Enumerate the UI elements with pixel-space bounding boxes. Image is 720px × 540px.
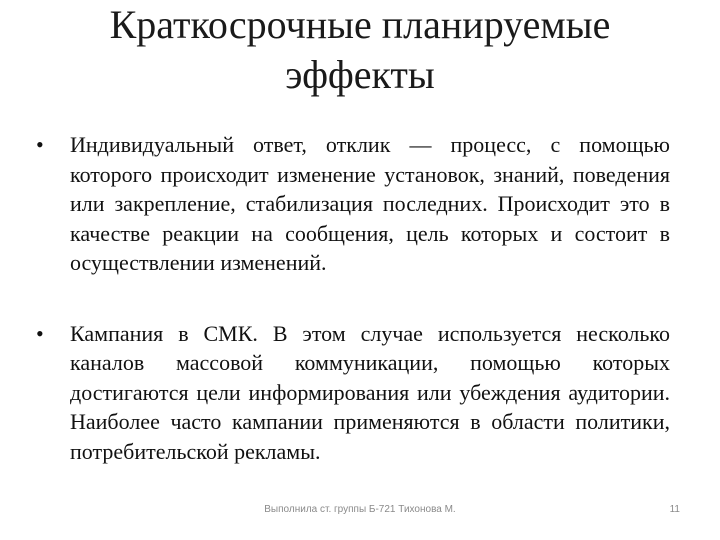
- slide-title-line-1: Краткосрочные планируемые: [109, 2, 611, 47]
- bullet-item-1: [36, 130, 670, 278]
- bullet-text: Индивидуальный ответ, отклик — процесс, с помощью которого происходит изменение установок, знаний, поведения или закрепление, стабилизация последних. Происходит это в качестве реакции на сообщения, цель которых и состоит в осуществлении изменений.: [70, 132, 670, 275]
- slide-title: [60, 0, 660, 100]
- bullet-marker: •: [36, 320, 44, 346]
- page-number: 11: [669, 504, 680, 515]
- bullet-marker: •: [36, 132, 44, 157]
- bullet-text: Кампания в СМК. В этом случае используется несколько каналов массовой коммуникации, помощью которых достигаются цели информирования или убеждения аудитории. Наиболее часто кампании применяются в области политики, потребительской рекламы.: [70, 320, 670, 464]
- slide-title-line-2: эффекты: [285, 52, 435, 97]
- slide-footer: Выполнила ст. группы Б-721 Тихонова М.: [264, 504, 456, 515]
- bullet-list: [36, 130, 670, 466]
- bullet-item-2: [36, 319, 670, 467]
